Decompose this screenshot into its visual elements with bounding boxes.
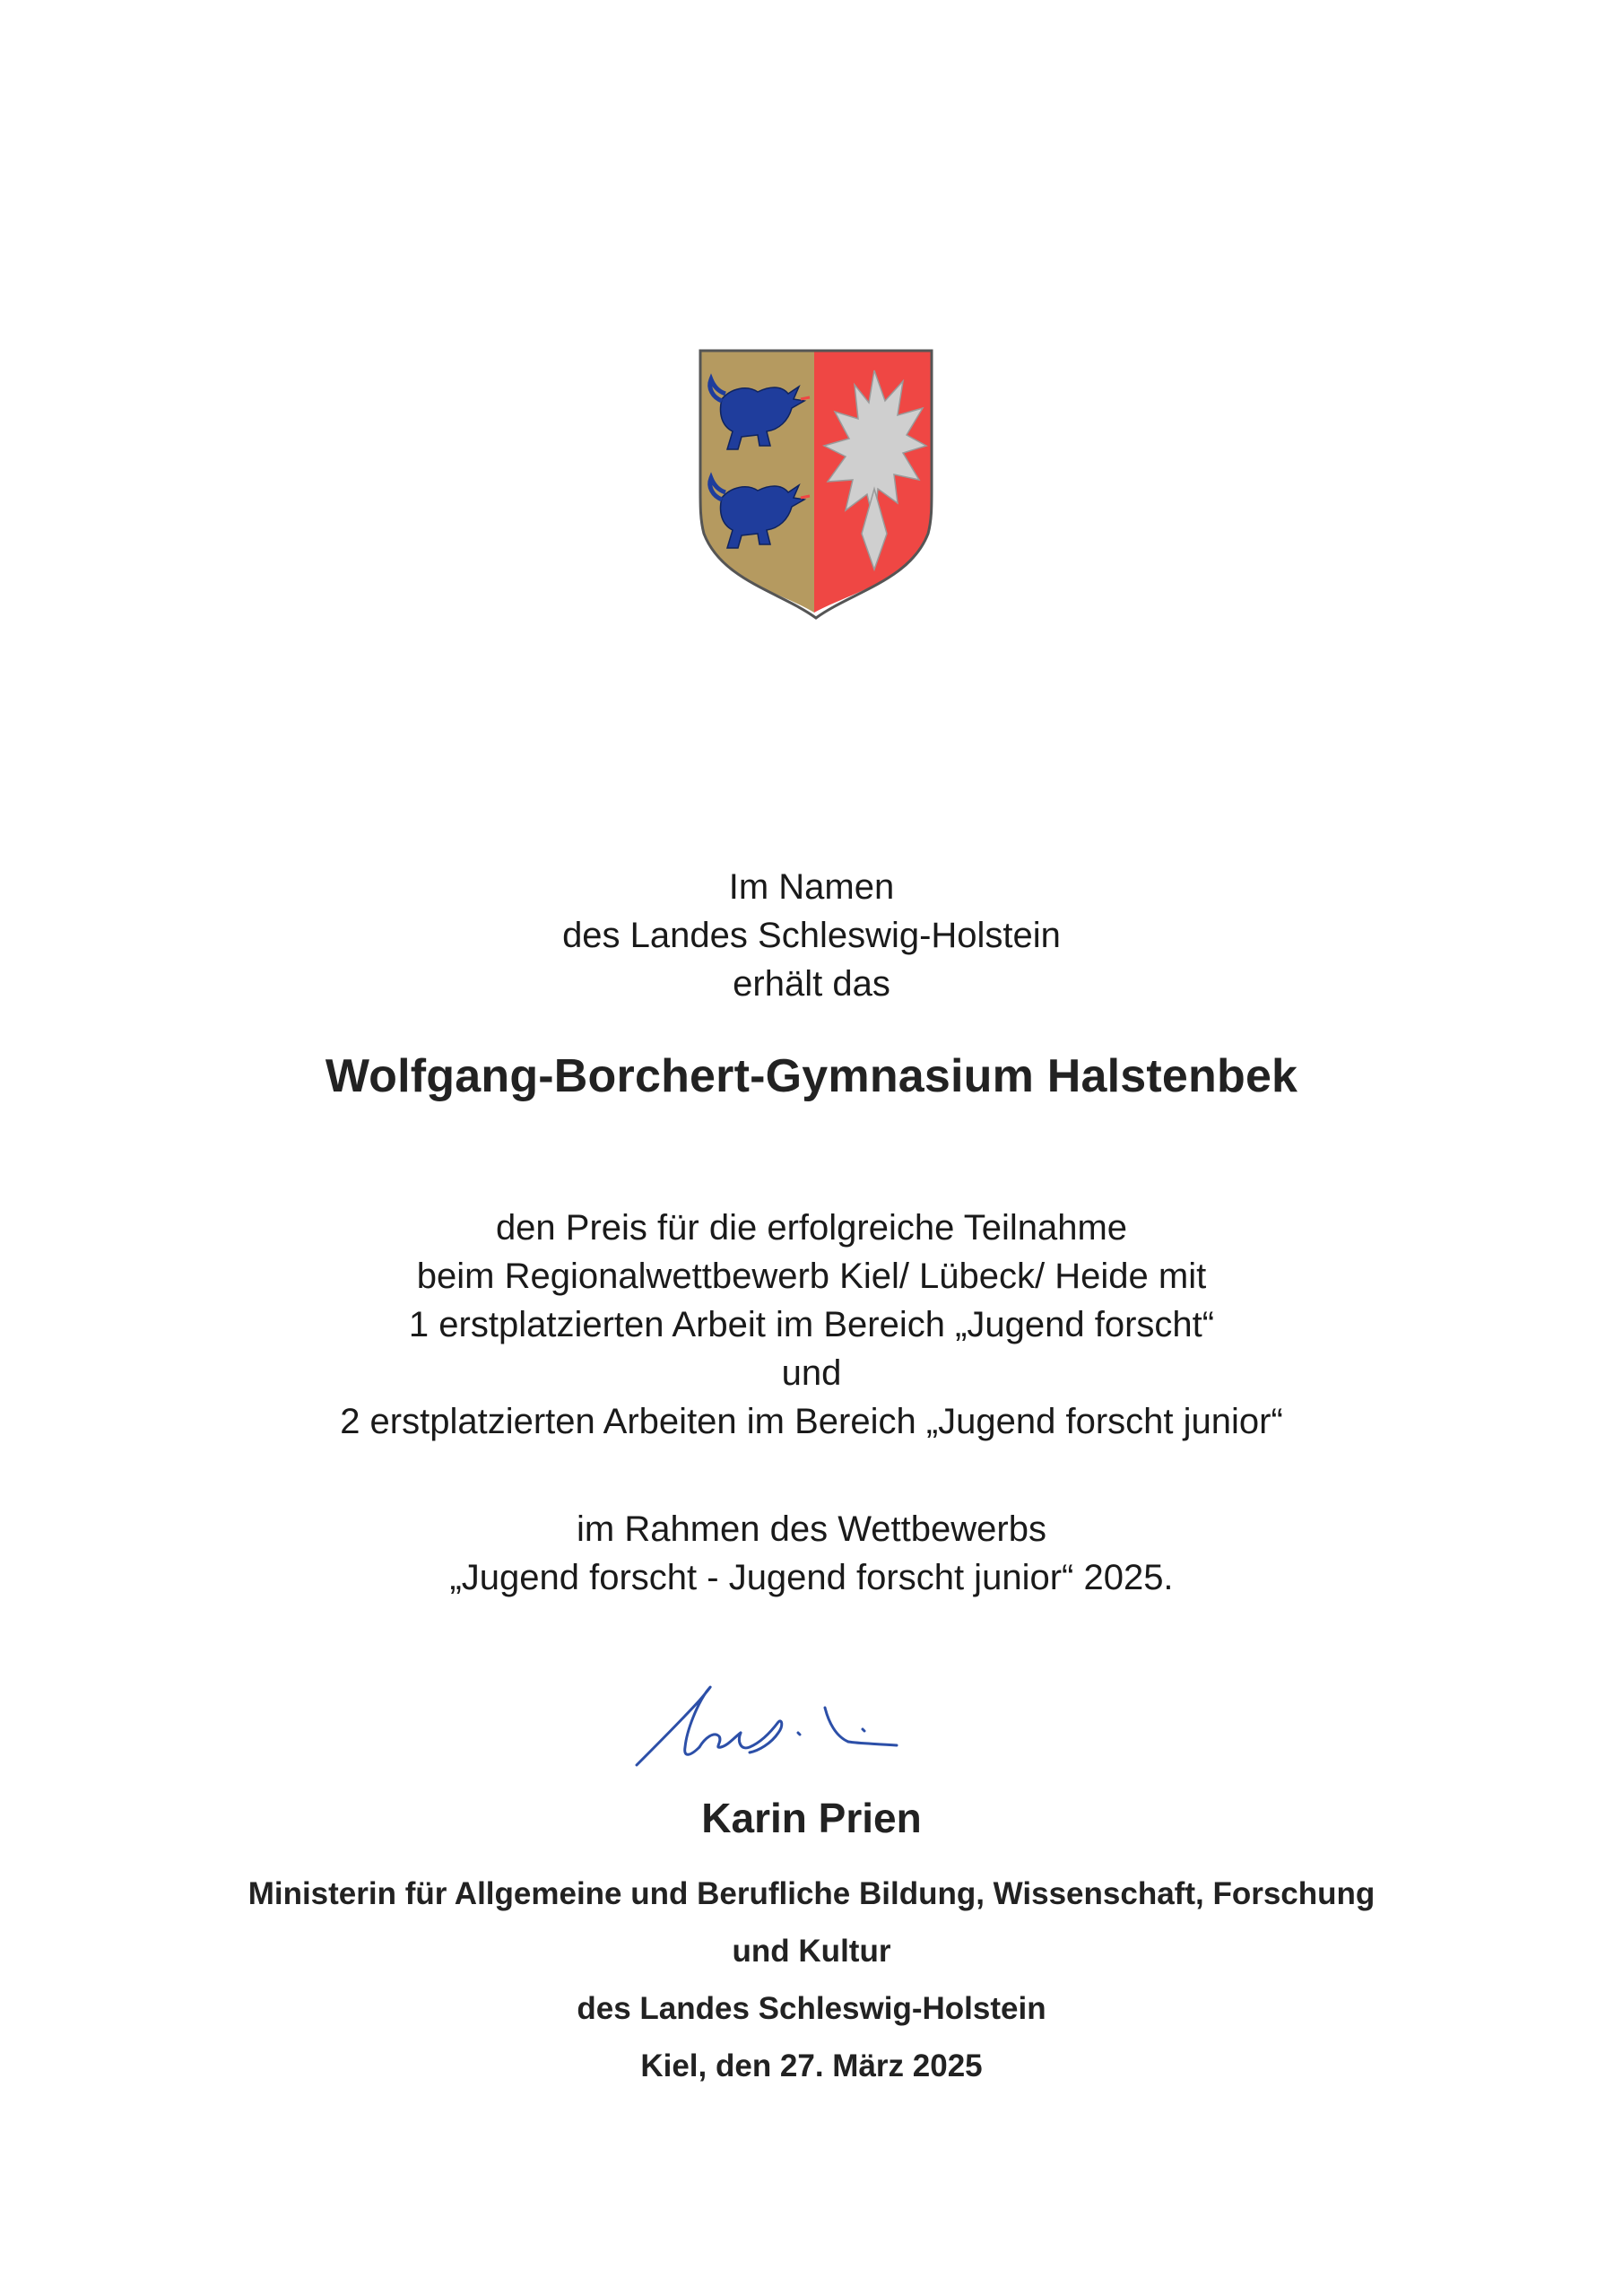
intro-text bbox=[0, 863, 1623, 1008]
award-line: beim Regionalwettbewerb Kiel/ Lübeck/ Heide mit bbox=[416, 1257, 1207, 1296]
intro-line: erhält das bbox=[733, 964, 890, 1004]
award-text bbox=[0, 1204, 1623, 1446]
recipient-name: Wolfgang-Borchert-Gymnasium Halstenbek bbox=[325, 1050, 1298, 1102]
intro-line: Im Namen bbox=[728, 867, 895, 907]
signer-name: Karin Prien bbox=[701, 1795, 922, 1841]
signer-title-line: Ministerin für Allgemeine und Berufliche Bildung, Wissenschaft, Forschung bbox=[247, 1876, 1376, 1911]
context-line: „Jugend forscht - Jugend forscht junior“ 2025. bbox=[449, 1558, 1174, 1597]
coat-of-arms-icon bbox=[695, 345, 937, 623]
signer-title-line: des Landes Schleswig-Holstein bbox=[577, 1991, 1046, 2026]
intro-line: des Landes Schleswig-Holstein bbox=[562, 916, 1061, 955]
place-date: Kiel, den 27. März 2025 bbox=[640, 2048, 983, 2083]
signature-icon bbox=[628, 1675, 906, 1774]
award-line: 2 erstplatzierten Arbeiten im Bereich „Jugend forscht junior“ bbox=[340, 1402, 1283, 1441]
signer-title-line: und Kultur bbox=[732, 1934, 891, 1969]
award-line: den Preis für die erfolgreiche Teilnahme bbox=[495, 1208, 1128, 1248]
award-line: und bbox=[781, 1353, 842, 1393]
context-line: im Rahmen des Wettbewerbs bbox=[577, 1509, 1046, 1549]
signer-info bbox=[0, 1866, 1623, 2095]
award-line: 1 erstplatzierten Arbeit im Bereich „Jugend forscht“ bbox=[408, 1305, 1215, 1344]
context-text bbox=[0, 1505, 1623, 1602]
